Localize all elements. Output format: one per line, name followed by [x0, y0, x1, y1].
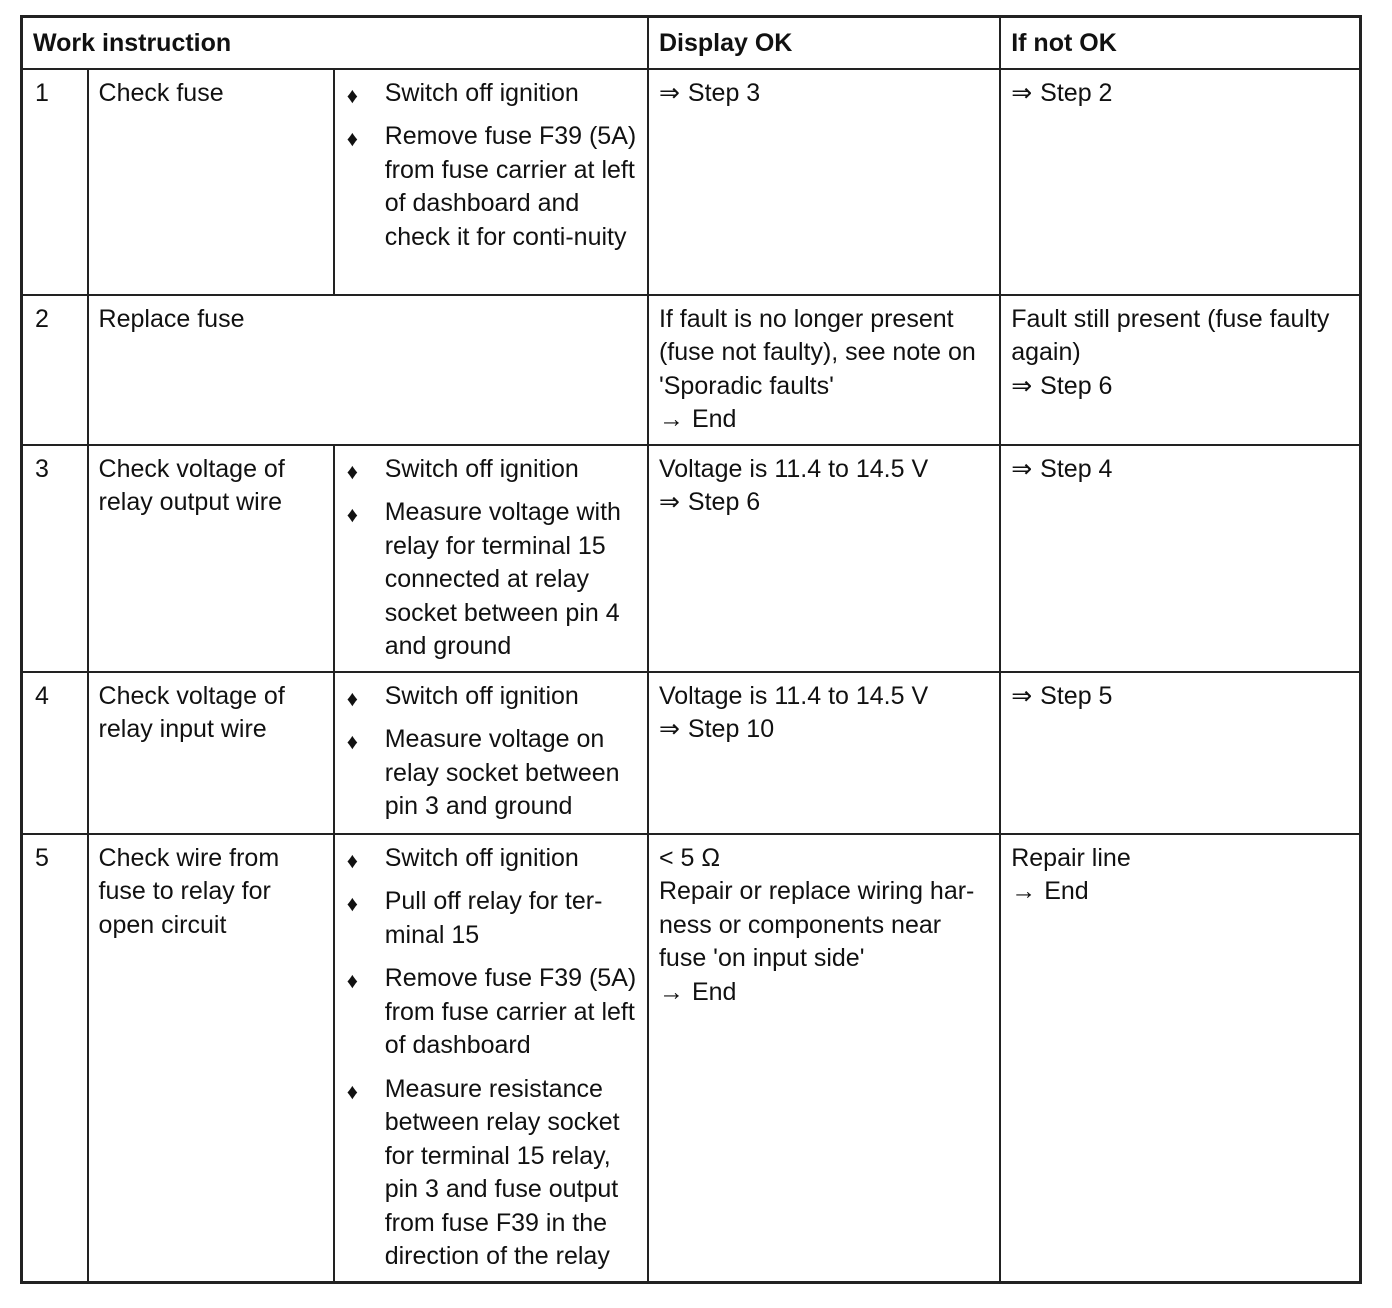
header-if-not-ok: If not OK — [1000, 17, 1360, 69]
step-title: Check voltage of relay output wire — [88, 445, 334, 672]
display-ok-cell: Voltage is 11.4 to 14.5 V ⇒ Step 6 — [648, 445, 1000, 672]
action-item: ♦ Remove fuse F39 (5A) from fuse carrier at left of dashboard — [346, 964, 637, 1059]
arrow-right-icon: → — [658, 977, 684, 1006]
bullet-diamond-icon: ♦ — [346, 458, 358, 484]
step-title: Replace fuse — [88, 295, 648, 445]
bullet-diamond-icon: ♦ — [346, 502, 358, 527]
double-arrow-icon: ⇒ — [658, 78, 680, 107]
work-instruction-table — [20, 15, 1362, 1284]
action-item: ♦ Pull off relay for ter-minal 15 — [346, 887, 603, 949]
double-arrow-icon: ⇒ — [1011, 454, 1033, 483]
display-ok-cell: ⇒ Step 3 — [648, 69, 1000, 295]
bullet-diamond-icon: ♦ — [346, 685, 358, 711]
if-not-ok-cell: ⇒ Step 5 — [1000, 672, 1360, 834]
bullet-diamond-icon: ♦ — [346, 82, 358, 108]
action-item: ♦ Switch off ignition — [345, 842, 637, 876]
header-work-instruction: Work instruction — [22, 17, 648, 69]
bullet-diamond-icon: ♦ — [346, 729, 358, 754]
step-number: 5 — [22, 834, 88, 1283]
step-number: 4 — [22, 672, 88, 834]
display-ok-cell: < 5 Ω Repair or replace wiring har-ness or components near fuse 'on input side' → End — [648, 834, 1000, 1283]
arrow-right-icon: → — [1011, 877, 1037, 905]
step-actions — [334, 69, 648, 295]
table-row — [22, 69, 1361, 295]
step-title: Check voltage of relay input wire — [88, 672, 334, 834]
action-item: ♦ Measure resistance between relay socket for terminal 15 relay, pin 3 and fuse output from fuse F39 in the direction of the relay — [346, 1074, 620, 1270]
step-title: Check fuse — [88, 69, 334, 295]
step-actions — [334, 672, 648, 834]
bullet-diamond-icon: ♦ — [346, 968, 358, 993]
header-display-ok: Display OK — [648, 17, 1000, 69]
table-row — [22, 295, 1361, 445]
step-number: 1 — [22, 69, 88, 295]
step-number: 3 — [22, 445, 88, 672]
if-not-ok-cell: Fault still present (fuse faulty again) ⇒ Step 6 — [1000, 295, 1360, 445]
table-row — [22, 672, 1361, 834]
if-not-ok-cell: ⇒ Step 2 — [1000, 69, 1360, 295]
bullet-diamond-icon: ♦ — [346, 847, 358, 873]
step-actions — [334, 834, 648, 1283]
if-not-ok-cell: Repair line → End — [1000, 834, 1360, 1283]
double-arrow-icon: ⇒ — [1011, 78, 1033, 107]
double-arrow-icon: ⇒ — [1011, 681, 1033, 710]
action-item: ♦ Switch off ignition — [345, 680, 637, 714]
action-item: ♦ Switch off ignition — [345, 77, 637, 111]
table-row — [22, 834, 1361, 1283]
double-arrow-icon: ⇒ — [658, 715, 680, 743]
step-title: Check wire from fuse to relay for open circuit — [88, 834, 334, 1283]
display-ok-cell: Voltage is 11.4 to 14.5 V ⇒ Step 10 — [648, 672, 1000, 834]
table-row — [22, 445, 1361, 672]
display-ok-cell: If fault is no longer present (fuse not faulty), see note on 'Sporadic faults' → End — [648, 295, 1000, 445]
action-item: ♦ Switch off ignition — [345, 453, 637, 487]
bullet-diamond-icon: ♦ — [346, 891, 358, 916]
bullet-diamond-icon: ♦ — [346, 1078, 358, 1104]
step-actions — [334, 445, 648, 672]
action-item: ♦ Measure voltage with relay for terminal 15 connected at relay socket between pin 4 and ground — [346, 498, 621, 660]
arrow-right-icon: → — [658, 405, 684, 433]
table-header-row — [22, 17, 1361, 69]
action-item: ♦ Measure voltage on relay socket between pin 3 and ground — [346, 725, 620, 820]
bullet-diamond-icon: ♦ — [346, 126, 358, 151]
double-arrow-icon: ⇒ — [1011, 371, 1033, 400]
double-arrow-icon: ⇒ — [658, 488, 680, 516]
if-not-ok-cell: ⇒ Step 4 — [1000, 445, 1360, 672]
action-item: ♦ Remove fuse F39 (5A) from fuse carrier at left of dashboard and check it for conti-nuity — [346, 122, 637, 251]
step-number: 2 — [22, 295, 88, 445]
